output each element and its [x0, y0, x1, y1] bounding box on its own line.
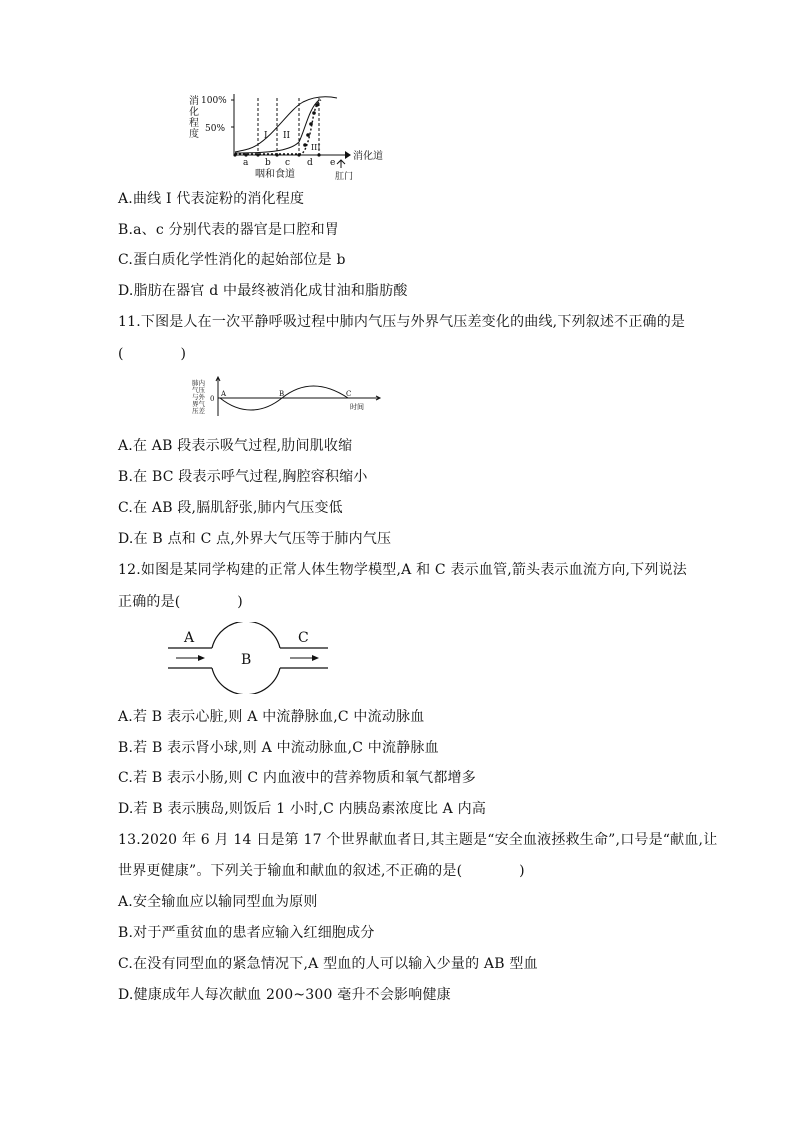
fig1-fat-dot	[315, 103, 319, 107]
fig1-x-axis-label: 消化道	[353, 151, 383, 162]
flow-arrow-a-head	[198, 655, 205, 661]
fig1-x-letter: b	[265, 158, 271, 168]
q10-option-b: B.a、c 分别代表的器官是口腔和胃	[118, 222, 339, 238]
q13-stem-line-1: 13.2020 年 6 月 14 日是第 17 个世界献血者日,其主题是“安全血液拯救生命”,口号是“献血,让	[118, 832, 718, 848]
fig2-point-a: A	[221, 390, 227, 398]
fig1-curve-label-iii: III	[311, 143, 321, 152]
q12-option-c: C.若 B 表示小肠,则 C 内血液中的营养物质和氧气都增多	[118, 770, 476, 786]
fig1-axis-dot	[244, 153, 247, 156]
q10-option-c: C.蛋白质化学性消化的起始部位是 b	[118, 252, 346, 268]
vessel-model-figure	[168, 622, 328, 694]
flow-arrow-c-head	[312, 655, 319, 661]
q11-stem: 11.下图是人在一次平静呼吸过程中肺内气压与外界气压差变化的曲线,下列叙述不正确的是	[118, 314, 686, 330]
q11-option-d: D.在 B 点和 C 点,外界大气压等于肺内气压	[118, 531, 392, 547]
fig1-axis-dot	[297, 153, 300, 156]
fig1-x-letter: e	[330, 158, 336, 168]
fig1-y-label-char: 度	[189, 129, 199, 140]
fig1-y-label-char: 消	[189, 96, 199, 107]
fig1-fat-dot	[312, 111, 316, 115]
fig1-axis-dot	[233, 153, 236, 156]
fig2-y-label-row: 界气	[192, 400, 205, 408]
vessel-label-c: C	[298, 630, 309, 646]
fig1-curve-label-i: I	[264, 131, 268, 141]
fig2-y-label-row: 与外	[192, 393, 205, 401]
fig2-point-b: B	[279, 390, 285, 398]
organ-b-bottom-arc	[212, 668, 280, 694]
fig1-axis-dot	[256, 153, 259, 156]
q12-option-d: D.若 B 表示胰岛,则饭后 1 小时,C 内胰岛素浓度比 A 内高	[118, 801, 487, 817]
organ-label-b: B	[241, 652, 252, 668]
q13-option-c: C.在没有同型血的紧急情况下,A 型血的人可以输入少量的 AB 型血	[118, 956, 538, 972]
fig1-axis-dot	[275, 153, 278, 156]
fig1-axis-dot	[317, 153, 320, 156]
fig1-bottom-label-esophagus: 咽和食道	[255, 169, 295, 180]
fig2-y-label	[192, 378, 206, 415]
q11-answer-paren: ( )	[118, 346, 187, 362]
q12-option-b: B.若 B 表示肾小球,则 A 中流动脉血,C 中流静脉血	[118, 740, 439, 756]
fig1-anus-arrow	[337, 160, 345, 168]
q11-option-b: B.在 BC 段表示呼气过程,胸腔容积缩小	[118, 469, 368, 485]
vessel-label-a: A	[184, 630, 195, 646]
organ-b-top-arc	[212, 622, 280, 648]
fig1-x-arrow	[345, 151, 351, 159]
fig1-fat-dot	[303, 143, 307, 147]
q11-option-c: C.在 AB 段,膈肌舒张,肺内气压变低	[118, 500, 343, 516]
fig1-curve-label-ii: II	[283, 131, 291, 141]
q12-stem-line-2: 正确的是( )	[118, 594, 243, 610]
fig2-y-label-row: 压差	[192, 407, 205, 415]
q12-stem-line-1: 12.如图是某同学构建的正常人体生物学模型,A 和 C 表示血管,箭头表示血流方向,下列说法	[118, 562, 687, 578]
fig2-y-label-row: 气压	[192, 386, 205, 394]
digestion-curve-figure	[185, 90, 395, 182]
pressure-difference-figure	[190, 376, 390, 418]
q13-option-a: A.安全输血应以输同型血为原则	[118, 894, 318, 910]
q10-option-a: A.曲线 I 代表淀粉的消化程度	[118, 191, 305, 207]
fig1-y-label-char: 化	[189, 107, 199, 118]
q11-option-a: A.在 AB 段表示吸气过程,肋间肌收缩	[118, 438, 353, 454]
fig1-bottom-label-anus: 肛门	[335, 172, 354, 182]
fig1-y-label	[189, 94, 199, 140]
fig1-fat-dot	[306, 133, 310, 137]
q13-option-b: B.对于严重贫血的患者应输入红细胞成分	[118, 925, 375, 941]
fig1-x-letter: a	[243, 158, 249, 168]
fig1-fat-dot	[309, 122, 313, 126]
fig1-tick-50: 50%	[205, 124, 226, 134]
fig1-curve-starch	[235, 97, 337, 152]
q12-option-a: A.若 B 表示心脏,则 A 中流静脉血,C 中流动脉血	[118, 709, 425, 725]
fig2-x-label: 时间	[350, 403, 364, 411]
fig1-curve-fat	[235, 100, 321, 154]
fig1-x-letter: c	[285, 158, 291, 168]
fig2-origin-label: 0	[210, 395, 215, 403]
fig2-point-c: C	[346, 390, 352, 398]
q13-option-d: D.健康成年人每次献血 200~300 毫升不会影响健康	[118, 987, 451, 1003]
fig1-x-letter: d	[307, 158, 313, 168]
fig1-y-label-char: 程	[189, 118, 199, 129]
q13-stem-line-2: 世界更健康”。下列关于输血和献血的叙述,不正确的是( )	[118, 863, 525, 879]
fig1-tick-100: 100%	[201, 96, 227, 106]
fig2-y-label-row: 肺内	[192, 379, 205, 387]
q10-option-d: D.脂肪在器官 d 中最终被消化成甘油和脂肪酸	[118, 283, 408, 299]
